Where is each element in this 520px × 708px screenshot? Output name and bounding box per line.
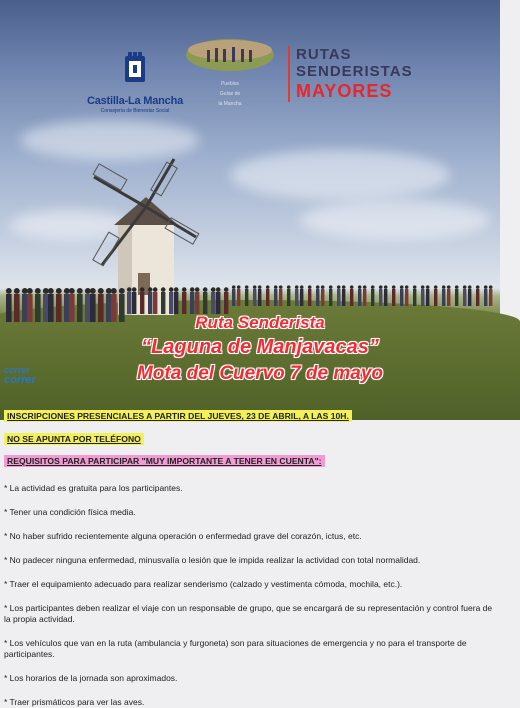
hiker-silhouette <box>455 285 459 306</box>
hiker-silhouette <box>384 285 388 306</box>
region-name: Castilla-La Mancha <box>86 95 184 107</box>
hiker-silhouette <box>392 285 396 306</box>
hiker-silhouette <box>274 285 278 306</box>
hiker-silhouette <box>442 285 446 306</box>
programme-line-1: RUTAS <box>296 46 352 63</box>
hiker-silhouette <box>127 287 132 314</box>
hiker-silhouette <box>190 287 195 314</box>
programme-line-2: SENDERISTAS <box>296 63 413 80</box>
hikers-oval-icon <box>185 38 275 72</box>
correr-logo <box>4 366 36 384</box>
hiker-silhouette <box>195 287 200 314</box>
hiker-silhouette <box>211 287 216 314</box>
hiker-silhouette <box>132 287 137 314</box>
hiker-silhouette <box>358 285 362 306</box>
hiker-silhouette <box>342 285 346 306</box>
correr-line-2: correr <box>4 374 36 386</box>
hiker-silhouette <box>48 288 54 322</box>
hiker-silhouette <box>287 285 291 306</box>
hiker-silhouette <box>237 285 241 306</box>
requirement-item: * Los participantes deben realizar el viaje con un responsable de grupo, que se encargará de su representación y control fuera de la propia actividad. <box>4 603 493 624</box>
hiker-silhouette <box>224 287 229 314</box>
requirement-item: * Los vehículos que van en la ruta (ambulancia y furgoneta) son para situaciones de emergencia y no para el transporte de participantes. <box>4 638 467 659</box>
hiker-silhouette <box>329 285 333 306</box>
hiker-silhouette <box>447 285 451 306</box>
hiker-silhouette <box>140 287 145 314</box>
hiker-silhouette <box>266 285 270 306</box>
hiker-silhouette <box>90 288 96 322</box>
registration-notice: INSCRIPCIONES PRESENCIALES A PARTIR DEL JUEVES, 23 DE ABRIL, A LAS 10H. <box>4 410 352 422</box>
event-title-line-3: Mota del Cuervo 7 de mayo <box>136 363 383 384</box>
hiker-silhouette <box>161 287 166 314</box>
hiker-silhouette <box>43 288 49 322</box>
hiker-silhouette <box>174 287 179 314</box>
hiker-silhouette <box>363 285 367 306</box>
middle-logo-line-1: Pueblos <box>220 81 240 87</box>
hiker-silhouette <box>321 285 325 306</box>
requirement-item: * Los horarios de la jornada son aproximados. <box>4 673 178 683</box>
hiker-silhouette <box>316 285 320 306</box>
hiker-silhouette <box>413 285 417 306</box>
hiker-silhouette <box>169 287 174 314</box>
hiker-silhouette <box>463 285 467 306</box>
correr-line-1: correr <box>4 365 31 375</box>
hiker-silhouette <box>489 285 493 306</box>
hiker-silhouette <box>22 288 28 322</box>
hiker-silhouette <box>6 288 12 322</box>
hiker-silhouette <box>253 285 257 306</box>
requirement-item: * No haber sufrido recientemente alguna operación o enfermedad grave del corazón, ictus, etc. <box>4 531 362 541</box>
hiker-silhouette <box>337 285 341 306</box>
castilla-la-mancha-logo <box>85 50 185 114</box>
middle-logo-line-3: la Mancha <box>218 101 242 107</box>
hiker-silhouette <box>203 287 208 314</box>
hiker-silhouette <box>182 287 187 314</box>
requirement-item: * Traer el equipamiento adecuado para realizar senderismo (calzado y vestimenta cómoda, mochila, etc.). <box>4 579 403 589</box>
requirement-item: * Traer prismáticos para ver las aves. <box>4 697 145 707</box>
hiker-silhouette <box>434 285 438 306</box>
requirement-item: * La actividad es gratuita para los participantes. <box>4 483 183 493</box>
hiker-silhouette <box>85 288 91 322</box>
hiker-silhouette <box>300 285 304 306</box>
hiker-silhouette <box>56 288 62 322</box>
hiker-silhouette <box>77 288 83 322</box>
region-subtitle: Consejería de Bienestar Social <box>100 108 170 114</box>
middle-logo <box>182 38 278 107</box>
hiker-silhouette <box>371 285 375 306</box>
hiker-silhouette <box>35 288 41 322</box>
hiker-silhouette <box>379 285 383 306</box>
hiker-silhouette <box>232 285 236 306</box>
hiker-silhouette <box>27 288 33 322</box>
requirement-item: * No padecer ninguna enfermedad, minusvalía o lesión que le impida realizar la actividad con total normalidad. <box>4 555 421 565</box>
hiker-silhouette <box>295 285 299 306</box>
hiker-silhouette <box>484 285 488 306</box>
hiker-silhouette <box>400 285 404 306</box>
hiker-silhouette <box>64 288 70 322</box>
event-title-line-1: Ruta Senderista <box>195 313 325 332</box>
hiker-silhouette <box>308 285 312 306</box>
hiker-silhouette <box>426 285 430 306</box>
hiker-silhouette <box>405 285 409 306</box>
hiker-silhouette <box>245 285 249 306</box>
programme-line-3: MAYORES <box>296 81 393 101</box>
hiker-silhouette <box>279 285 283 306</box>
hiker-silhouette <box>148 287 153 314</box>
hiker-silhouette <box>153 287 158 314</box>
programme-logo <box>288 46 413 102</box>
hiker-silhouette <box>421 285 425 306</box>
event-title-line-2: “Laguna de Manjavacas” <box>141 336 379 358</box>
info-text <box>0 402 500 708</box>
hiker-silhouette <box>258 285 262 306</box>
requirement-item: * Tener una condición física media. <box>4 507 136 517</box>
hiker-silhouette <box>476 285 480 306</box>
middle-logo-line-2: Guías de <box>219 91 241 97</box>
no-phone-notice: NO SE APUNTA POR TELÉFONO <box>4 433 144 445</box>
event-title <box>100 312 420 387</box>
hiker-silhouette <box>468 285 472 306</box>
hiker-silhouette <box>69 288 75 322</box>
hiker-silhouette <box>14 288 20 322</box>
requirements-heading: REQUISITOS PARA PARTICIPAR "MUY IMPORTANTE A TENER EN CUENTA": <box>4 455 325 467</box>
hiker-silhouette <box>350 285 354 306</box>
hiker-silhouette <box>216 287 221 314</box>
requirements-list <box>0 483 500 708</box>
crest-icon <box>122 50 148 86</box>
